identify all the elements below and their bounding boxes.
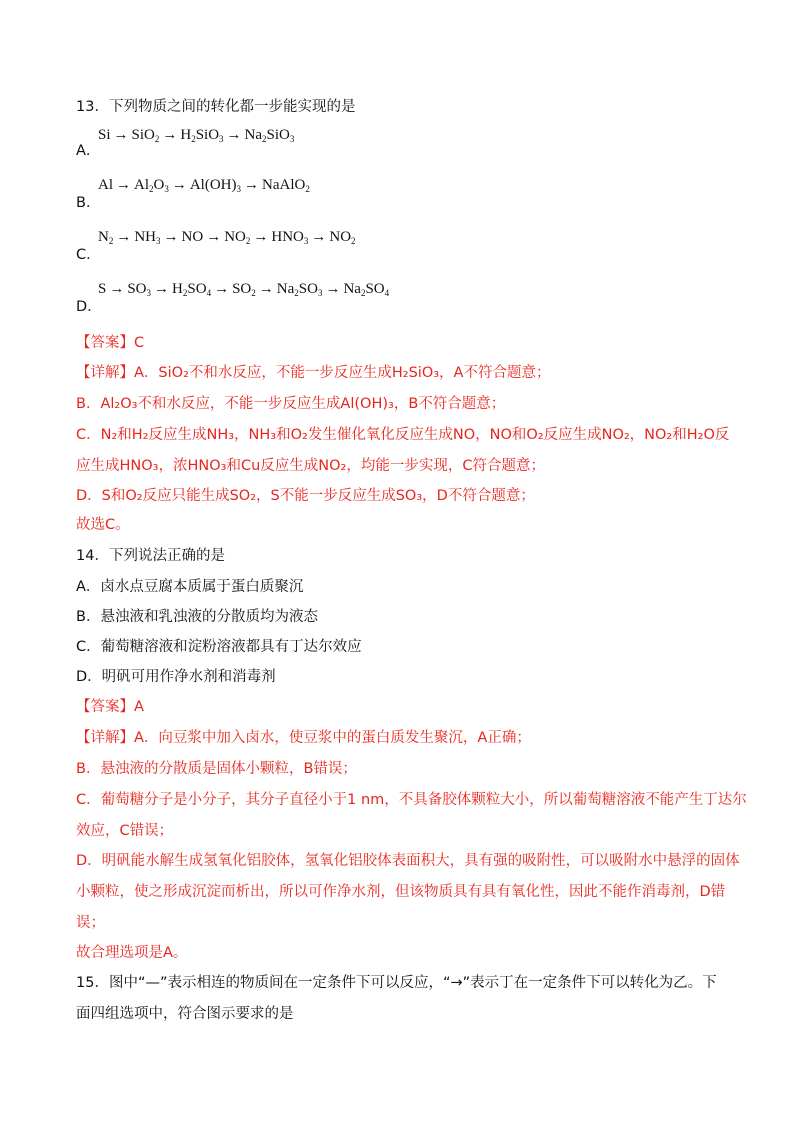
q13-option-a-label: A． (76, 143, 101, 159)
q14-detail-line-6: 小颗粒，使之形成沉淀而析出，所以可作净水剂，但该物质具有具有氧化性，因此不能作消毒剂，D错 (76, 884, 726, 900)
arrow-icon: → (109, 281, 125, 297)
chemical-formula: $H_2SO_4$ (172, 281, 212, 298)
q14-detail-line-1: 【详解】A．向豆浆中加入卤水，使豆浆中的蛋白质发生聚沉，A正确； (76, 730, 531, 746)
q13-option-d-formula (98, 281, 389, 298)
chemical-formula: NO (181, 229, 204, 245)
chemical-formula: $Na_2SO_3$ (276, 281, 323, 298)
q14-stem: 14．下列说法正确的是 (76, 548, 225, 564)
chemical-formula: $Na_2SO_4$ (343, 281, 390, 298)
q13-answer: 【答案】C (76, 335, 145, 351)
q13-option-c-formula (98, 229, 356, 246)
arrow-icon: → (258, 281, 274, 297)
arrow-icon: → (226, 127, 242, 143)
chemical-formula: $H_2SiO_3$ (180, 127, 224, 144)
q14-option-d: D．明矾可用作净水剂和消毒剂 (76, 669, 276, 685)
q13-detail-line-3: C．N₂和H₂反应生成NH₃，NH₃和O₂发生催化氧化反应生成NO，NO和O₂反应生成NO₂，NO₂和H₂O反 (76, 427, 730, 443)
arrow-icon: → (206, 229, 222, 245)
arrow-icon: → (113, 127, 129, 143)
q13-detail-line-5: D．S和O₂反应只能生成SO₂，S不能一步反应生成SO₃，D不符合题意； (76, 488, 535, 504)
q13-conclusion: 故选C。 (76, 517, 130, 533)
arrow-icon: → (171, 177, 187, 193)
chemical-formula: $SO_3$ (127, 281, 152, 298)
chemical-formula: $N_2$ (98, 229, 114, 246)
arrow-icon: → (311, 229, 327, 245)
chemical-formula: Al (98, 177, 113, 193)
arrow-icon: → (325, 281, 341, 297)
arrow-icon: → (162, 127, 178, 143)
chemical-formula: S (98, 281, 107, 297)
chemical-formula: Si (98, 127, 111, 143)
arrow-icon: → (116, 229, 132, 245)
q15-stem-line-1: 15．图中“—”表示相连的物质间在一定条件下可以反应，“→”表示丁在一定条件下可以转化为乙。下 (76, 975, 717, 991)
chemical-formula: $NO_2$ (224, 229, 251, 246)
chemical-formula: $NH_3$ (134, 229, 161, 246)
chemical-formula: $HNO_3$ (271, 229, 309, 246)
q14-detail-line-5: D．明矾能水解生成氢氧化铝胶体，氢氧化铝胶体表面积大，具有强的吸附性，可以吸附水中悬浮的固体 (76, 853, 740, 869)
q14-option-b: B．悬浊液和乳浊液的分散质均为液态 (76, 609, 318, 625)
chemical-formula: $Al_2O_3$ (134, 177, 169, 194)
q15-stem-line-2: 面四组选项中，符合图示要求的是 (76, 1006, 294, 1022)
q14-detail-line-3: C．葡萄糖分子是小分子，其分子直径小于1 nm，不具备胶体颗粒大小，所以葡萄糖溶液不能产生丁达尔 (76, 792, 747, 808)
q13-stem: 13．下列物质之间的转化都一步能实现的是 (76, 99, 356, 115)
chemical-formula: $Al(OH)_3$ (189, 177, 241, 194)
q13-option-a-formula (98, 127, 294, 144)
arrow-icon: → (214, 281, 230, 297)
chemical-formula: $NO_2$ (329, 229, 356, 246)
arrow-icon: → (163, 229, 179, 245)
arrow-icon: → (116, 177, 131, 193)
q14-detail-line-2: B．悬浊液的分散质是固体小颗粒，B错误； (76, 761, 357, 777)
q13-option-d-label: D． (76, 299, 102, 315)
q14-conclusion: 故合理选项是A。 (76, 945, 188, 961)
q13-detail-line-2: B．Al₂O₃不和水反应，不能一步反应生成Al(OH)₃，B不符合题意； (76, 396, 506, 412)
q13-option-c-label: C． (76, 247, 101, 263)
q13-option-b-formula (98, 177, 310, 194)
q14-detail-line-7: 误； (76, 915, 105, 931)
q14-answer: 【答案】A (76, 699, 144, 715)
q13-detail-line-4: 应生成HNO₃，浓HNO₃和Cu反应生成NO₂，均能一步实现，C符合题意； (76, 458, 545, 474)
chemical-formula: SiO$_2$ (131, 127, 160, 144)
arrow-icon: → (253, 229, 269, 245)
q14-detail-line-4: 效应，C错误； (76, 823, 174, 839)
chemical-formula: NaAlO$_2$ (262, 177, 310, 194)
chemical-formula: $Na_2SiO_3$ (244, 127, 295, 144)
chemical-formula: $SO_2$ (232, 281, 256, 298)
q13-option-b-label: B． (76, 195, 101, 211)
arrow-icon: → (154, 281, 170, 297)
q14-option-a: A．卤水点豆腐本质属于蛋白质聚沉 (76, 579, 304, 595)
arrow-icon: → (244, 177, 259, 193)
q13-detail-line-1: 【详解】A．SiO₂不和水反应，不能一步反应生成H₂SiO₃，A不符合题意； (76, 365, 551, 381)
q14-option-c: C．葡萄糖溶液和淀粉溶液都具有丁达尔效应 (76, 639, 362, 655)
